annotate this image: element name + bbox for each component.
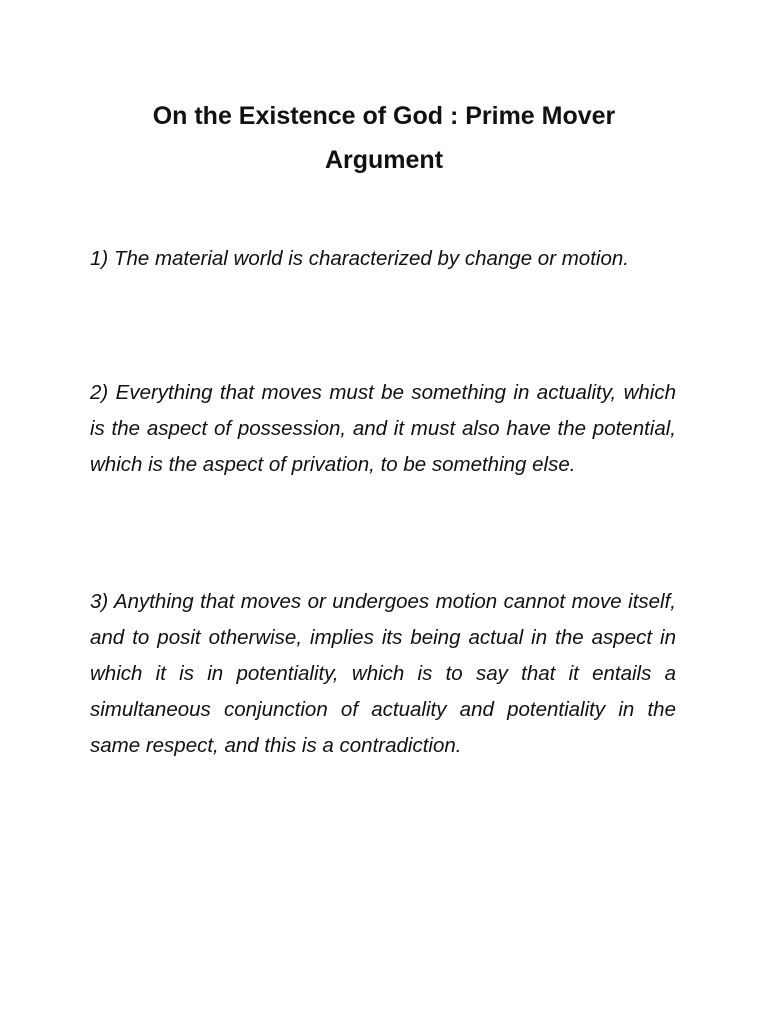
document-title: On the Existence of God : Prime Mover Argument bbox=[152, 102, 616, 174]
premise-2: 2) Everything that moves must be something in actuality, which is the aspect of possession, and it must also have the potential, which is the aspect of privation, to be something else. bbox=[90, 381, 676, 476]
premise-3: 3) Anything that moves or undergoes motion cannot move itself, and to posit otherwise, implies its being actual in the aspect in which it is in potentiality, which is to say that it entails a simultaneous conjunction of actuality and potentiality in the same respect, and this is a contradiction. bbox=[90, 590, 676, 757]
premise-1: 1) The material world is characterized by change or motion. bbox=[90, 247, 629, 270]
